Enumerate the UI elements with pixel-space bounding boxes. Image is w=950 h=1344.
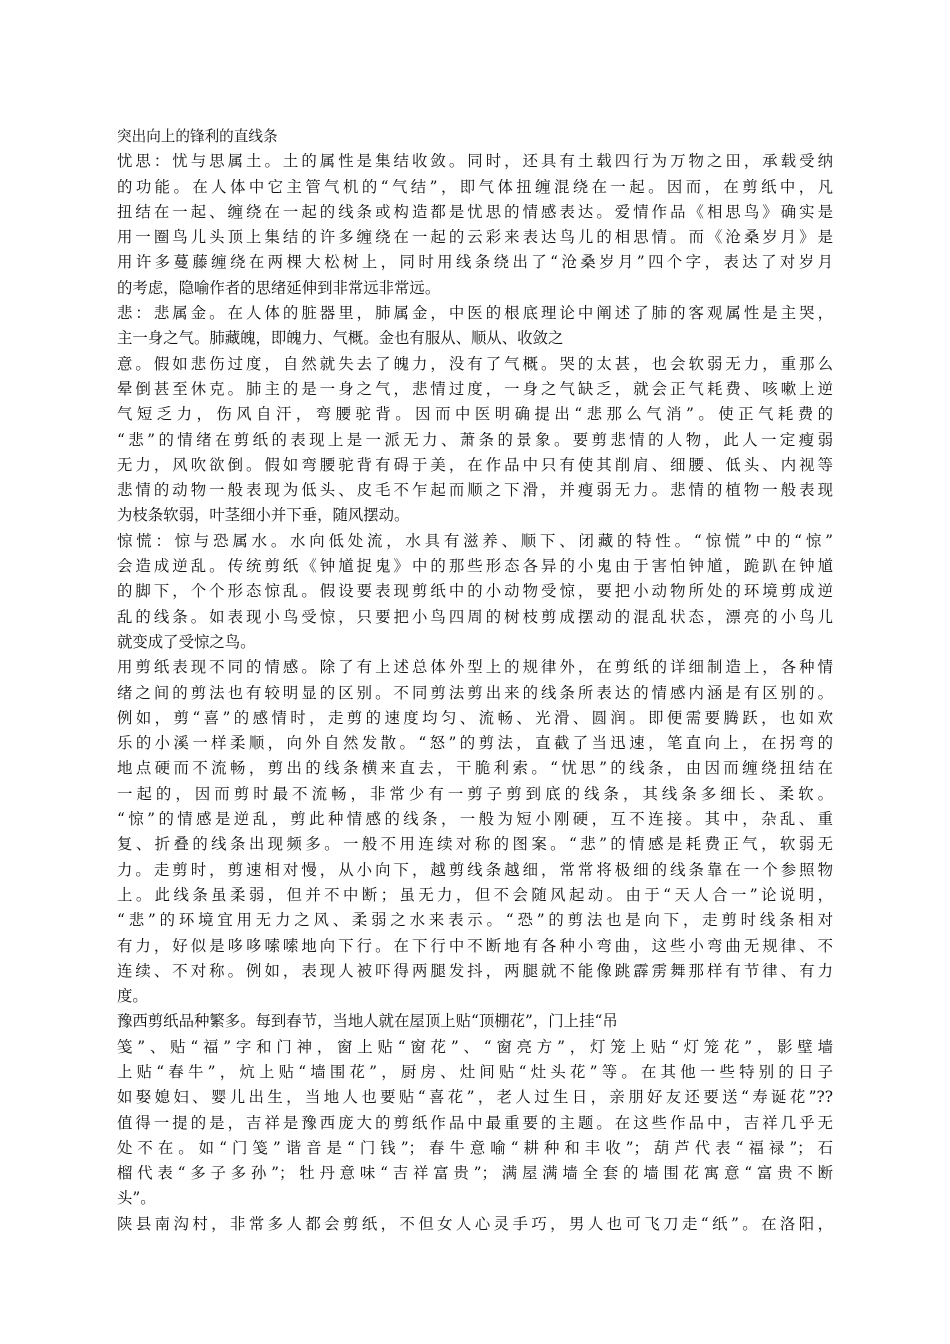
- text-line: 主一身之气。肺藏魄，即魄力、气概。金也有服从、顺从、收敛之: [117, 329, 564, 348]
- text-line: 的脚下，个个形态惊乱。假设要表现剪纸中的小动物受惊，要把小动物所处的环境剪成逆: [117, 582, 833, 601]
- text-line: 如娶媳妇、婴儿出生，当地人也要贴“喜花”，老人过生日，亲朋好友还要送“寿诞花”??: [117, 1088, 833, 1107]
- text-line: 复、折叠的线条出现频多。一般不用连续对称的图案。“悲”的情感是耗费正气，软弱无: [117, 835, 833, 854]
- text-line: 无力，风吹欲倒。假如弯腰驼背有碍于美，在作品中只有使其削肩、细腰、低头、内视等: [117, 455, 833, 474]
- text-line: 笺”、贴“福”字和门神，窗上贴“窗花”、“窗亮方”，灯笼上贴“灯笼花”，影壁墙: [117, 1037, 833, 1056]
- text-line: 地点硬而不流畅，剪出的线条横来直去，干脆利索。“忧思”的线条，由因而缠绕扭结在: [117, 759, 833, 778]
- text-line: 处不在。如“门笺”谐音是“门钱”；春牛意喻“耕种和丰收”；葫芦代表“福禄”；石: [117, 1138, 833, 1157]
- text-line: 为枝条软弱，叶茎细小并下垂，随风摆动。: [117, 506, 410, 525]
- text-line: 晕倒甚至休克。肺主的是一身之气，悲情过度，一身之气缺乏，就会正气耗费、咳嗽上逆: [117, 379, 833, 398]
- text-line: 度。: [117, 987, 148, 1006]
- text-line: 悲情的动物一般表现为低头、皮毛不乍起而顺之下滑，并瘦弱无力。悲情的植物一般表现: [117, 481, 833, 500]
- text-line: 上。此线条虽柔弱，但并不中断；虽无力，但不会随风起动。由于“天人合一”论说明，: [117, 885, 833, 904]
- text-line: 扭结在一起、缠绕在一起的线条或构造都是忧思的情感表达。爱情作品《相思鸟》确实是: [117, 202, 833, 221]
- text-line: 头”。: [117, 1189, 156, 1208]
- text-line: 气短乏力，伤风自汗，弯腰驼背。因而中医明确提出“悲那么气消”。使正气耗费的: [117, 405, 833, 424]
- text-line: 乐的小溪一样柔顺，向外自然发散。“怒”的剪法，直截了当迅速，笔直向上，在拐弯的: [117, 734, 833, 753]
- text-line: 乱的线条。如表现小鸟受惊，只要把小鸟四周的树枝剪成摆动的混乱状态，漂亮的小鸟儿: [117, 607, 833, 626]
- text-line: 榴代表“多子多孙”；牡丹意味“吉祥富贵”；满屋满墙全套的墙围花寓意“富贵不断: [117, 1164, 833, 1183]
- text-line: 值得一提的是，吉祥是豫西庞大的剪纸作品中最重要的主题。在这些作品中，吉祥几乎无: [117, 1113, 833, 1132]
- text-line: “惊”的情感是逆乱，剪此种情感的线条，一般为短小刚硬，互不连接。其中，杂乱、重: [117, 810, 833, 829]
- text-line: 的考虑，隐喻作者的思绪延伸到非常远非常远。: [117, 278, 441, 297]
- text-line: 悲：悲属金。在人体的脏器里，肺属金，中医的根底理论中阐述了肺的客观属性是主哭，: [117, 304, 833, 323]
- text-line: 的功能。在人体中它主管气机的“气结”，即气体扭缠混绕在一起。因而，在剪纸中，凡: [117, 177, 833, 196]
- text-line: 意。假如悲伤过度，自然就失去了魄力，没有了气概。哭的太甚，也会软弱无力，重那么: [117, 354, 833, 373]
- text-line: 上贴“春牛”，炕上贴“墙围花”，厨房、灶间贴“灶头花”等。在其他一些特别的日子: [117, 1062, 833, 1081]
- text-line: 连续、不对称。例如，表现人被吓得两腿发抖，两腿就不能像跳霹雳舞那样有节律、有力: [117, 961, 833, 980]
- text-line: 用剪纸表现不同的情感。除了有上述总体外型上的规律外，在剪纸的详细制造上，各种情: [117, 658, 833, 677]
- text-line: “悲”的环境宜用无力之风、柔弱之水来表示。“恐”的剪法也是向下，走剪时线条相对: [117, 911, 833, 930]
- text-line: 陕县南沟村，非常多人都会剪纸，不但女人心灵手巧，男人也可飞刀走“纸”。在洛阳，: [117, 1214, 833, 1233]
- text-line: 用一圈鸟儿头顶上集结的许多缠绕在一起的云彩来表达鸟儿的相思情。而《沧桑岁月》是: [117, 228, 833, 247]
- text-line: 例如，剪“喜”的感情时，走剪的速度均匀、流畅、光滑、圆润。即便需要腾跃，也如欢: [117, 708, 833, 727]
- text-line: 惊慌：惊与恐属水。水向低处流，水具有滋养、顺下、闭藏的特性。“惊慌”中的“惊”: [117, 531, 833, 550]
- text-line: 一起的，因而剪时最不流畅，非常少有一剪子剪到底的线条，其线条多细长、柔软。: [117, 784, 833, 803]
- text-line: 就变成了受惊之鸟。: [117, 632, 256, 651]
- text-line: 豫西剪纸品种繁多。每到春节，当地人就在屋顶上贴“顶棚花”，门上挂“吊: [117, 1012, 618, 1031]
- document-page: [117, 124, 833, 1237]
- document-heading: 突出向上的锋利的直线条: [117, 128, 278, 145]
- text-line: 绪之间的剪法也有较明显的区别。不同剪法剪出来的线条所表达的情感内涵是有区别的。: [117, 683, 833, 702]
- text-line: 用许多蔓藤缠绕在两棵大松树上，同时用线条绕出了“沧桑岁月”四个字，表达了对岁月: [117, 253, 833, 272]
- text-line: 会造成逆乱。传统剪纸《钟馗捉鬼》中的那些形态各异的小鬼由于害怕钟馗，跪趴在钟馗: [117, 557, 833, 576]
- text-line: 有力，好似是哆哆嗦嗦地向下行。在下行中不断地有各种小弯曲，这些小弯曲无规律、不: [117, 936, 833, 955]
- text-line: 忧思：忧与思属土。土的属性是集结收敛。同时，还具有土载四行为万物之田，承载受纳: [117, 152, 833, 171]
- text-line: 力。走剪时，剪速相对慢，从小向下，越剪线条越细，常常将极细的线条靠在一个参照物: [117, 860, 833, 879]
- text-line: “悲”的情绪在剪纸的表现上是一派无力、萧条的景象。要剪悲情的人物，此人一定瘦弱: [117, 430, 833, 449]
